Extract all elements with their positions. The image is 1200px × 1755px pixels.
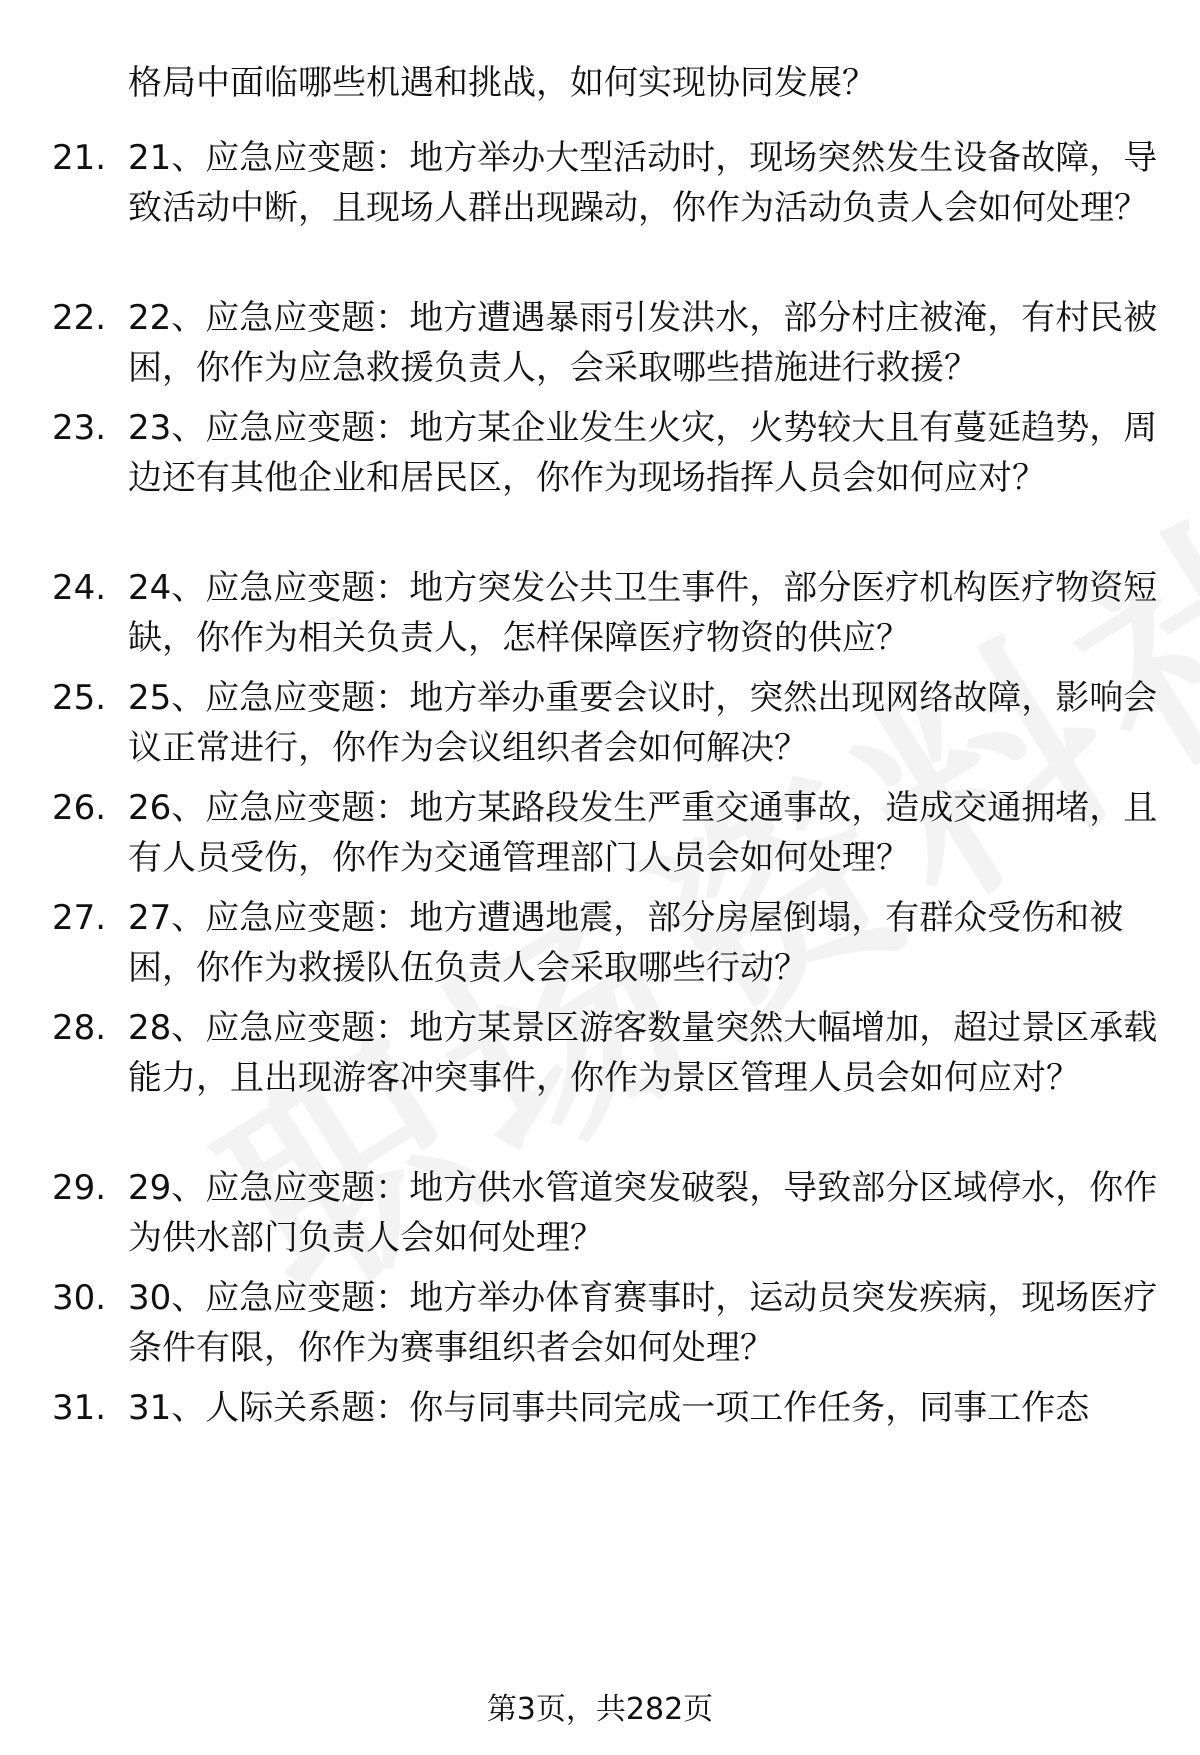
item-text: 23、应急应变题：地方某企业发生火灾，火势较大且有蔓延趋势，周边还有其他企业和居民区，你作为现场指挥人员会如何应对？ bbox=[128, 408, 1158, 498]
item-number: 22. bbox=[52, 298, 107, 338]
item-text: 26、应急应变题：地方某路段发生严重交通事故，造成交通拥堵，且有人员受伤，你作为交通管理部门人员会如何处理？ bbox=[128, 788, 1158, 878]
item-number: 21. bbox=[52, 138, 107, 178]
item-number: 28. bbox=[52, 1008, 107, 1048]
item-number: 23. bbox=[52, 408, 107, 448]
item-number: 24. bbox=[52, 568, 107, 608]
item-number: 31. bbox=[52, 1388, 107, 1428]
item-text: 27、应急应变题：地方遭遇地震，部分房屋倒塌，有群众受伤和被困，你作为救援队伍负责人会采取哪些行动？ bbox=[128, 898, 1124, 988]
item-number: 26. bbox=[52, 788, 107, 828]
item-text: 22、应急应变题：地方遭遇暴雨引发洪水，部分村庄被淹，有村民被困，你作为应急救援负责人，会采取哪些措施进行救援？ bbox=[128, 298, 1158, 388]
item-number: 25. bbox=[52, 678, 107, 718]
item-text: 25、应急应变题：地方举办重要会议时，突然出现网络故障，影响会议正常进行，你作为会议组织者会如何解决？ bbox=[128, 678, 1158, 768]
item-text: 30、应急应变题：地方举办体育赛事时，运动员突发疾病，现场医疗条件有限，你作为赛事组织者会如何处理？ bbox=[128, 1278, 1158, 1368]
item-text: 28、应急应变题：地方某景区游客数量突然大幅增加，超过景区承载能力，且出现游客冲突事件，你作为景区管理人员会如何应对？ bbox=[128, 1008, 1158, 1098]
item-text: 29、应急应变题：地方供水管道突发破裂，导致部分区域停水，你作为供水部门负责人会如何处理？ bbox=[128, 1168, 1158, 1258]
item-text: 24、应急应变题：地方突发公共卫生事件，部分医疗机构医疗物资短缺，你作为相关负责人，怎样保障医疗物资的供应？ bbox=[128, 568, 1158, 658]
item-number: 29. bbox=[52, 1168, 107, 1208]
page-footer: 第3页，共282页 bbox=[486, 1692, 714, 1727]
item-number: 30. bbox=[52, 1278, 107, 1318]
item-text: 31、人际关系题：你与同事共同完成一项工作任务，同事工作态 bbox=[128, 1388, 1090, 1428]
item-text: 21、应急应变题：地方举办大型活动时，现场突然发生设备故障，导致活动中断，且现场人群出现躁动，你作为活动负责人会如何处理？ bbox=[128, 138, 1158, 228]
item-number: 27. bbox=[52, 898, 107, 938]
continuation-text: 格局中面临哪些机遇和挑战，如何实现协同发展？ bbox=[128, 63, 876, 103]
